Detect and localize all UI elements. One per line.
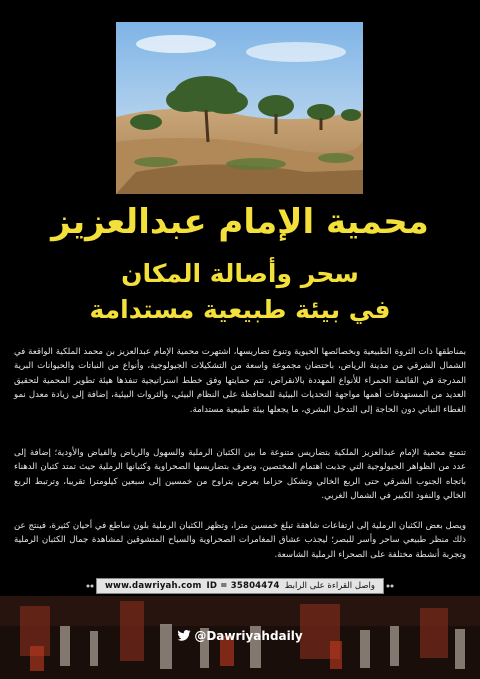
body-paragraph-3: ويصل بعض الكثبان الرملية إلى ارتفاعات شاهقة تبلغ خمسين مترا، وتظهر الكثبان الرملية بلون ساطع في أحيان كثيرة، فينتج عن ذلك منظر طبيعي ساحر وأسر للبصر؛ ليجذب عشاق المغامرات الصحراوية والسياح المتشوقين لمشاهدة جمال الكثبان الرملية وتجربة أنشطة مختلفة على الصحراء الرملية الشاسعة. [14, 521, 466, 560]
link-url[interactable]: www.dawriyah.com [105, 581, 202, 591]
social-handle[interactable] [0, 629, 480, 643]
hero-photo-desert-trees [116, 22, 363, 194]
article-id: ID = 35804474 [206, 581, 280, 591]
twitter-bird-icon [177, 630, 191, 641]
body-paragraph-1: بمناطقها ذات الثروة الطبيعية وبخصائصها الحيوية وتنوع تضاريسها، اشتهرت محمية الإمام عبدالعزيز بن محمد الملكية الواقعة في الشمال الشرقي من مدينة الرياض، باحتضان مجموعة واسعة من التشكيلات الجيولوجية، وأنواع من النباتات والحيوانات البرية المدرجة في القائمة الحمراء للأنواع المهددة بالانقراض، تتم حمايتها وفق خطط استراتيجية تنفذها هيئة تطوير المحمية لتحقيق العديد من المستهدفات أهمها مواجهة التحديات البيئية للمحافظة على النظام البيئي، والثروات البيئية، إضافة إلى زيادة معدل نمو الغطاء النباتي دون الحاجة إلى التدخل البشري، ما يجعلها بيئة طبيعية مستدامة. [14, 347, 466, 415]
decorative-dots-right [386, 583, 394, 589]
decorative-dots-left [86, 583, 94, 589]
body-paragraph-2: تتمتع محمية الإمام عبدالعزيز الملكية بتضاريس متنوعة ما بين الكثبان الرملية والسهول والرياض والفياض والأودية؛ إضافة إلى عدد من الظواهر الجيولوجية التي جذبت اهتمام المختصين، وتعرف بتضاريسها الصحراوية وكثبانها الرملية حيث تمتد كثبان الدهناء باتجاه الجنوب الشرقي حتى الربع الخالي وتشكل حزاما بعرض يتراوح من خمسين إلى سبعين كيلومترا تقريبا، وترتبط الربع الخالي والنفود الكبير في الشمال الغربي. [14, 448, 466, 502]
subtitle-line-1: سحر وأصالة المكان [121, 259, 359, 288]
social-handle-text: @Dawriyahdaily [194, 629, 303, 643]
read-more-label: واصل القراءة على الرابط [284, 581, 375, 591]
page-title: محمية الإمام عبدالعزيز [51, 202, 429, 242]
subtitle-line-2: في بيئة طبيعية مستدامة [89, 295, 391, 324]
read-more-link-bar[interactable] [96, 578, 384, 594]
